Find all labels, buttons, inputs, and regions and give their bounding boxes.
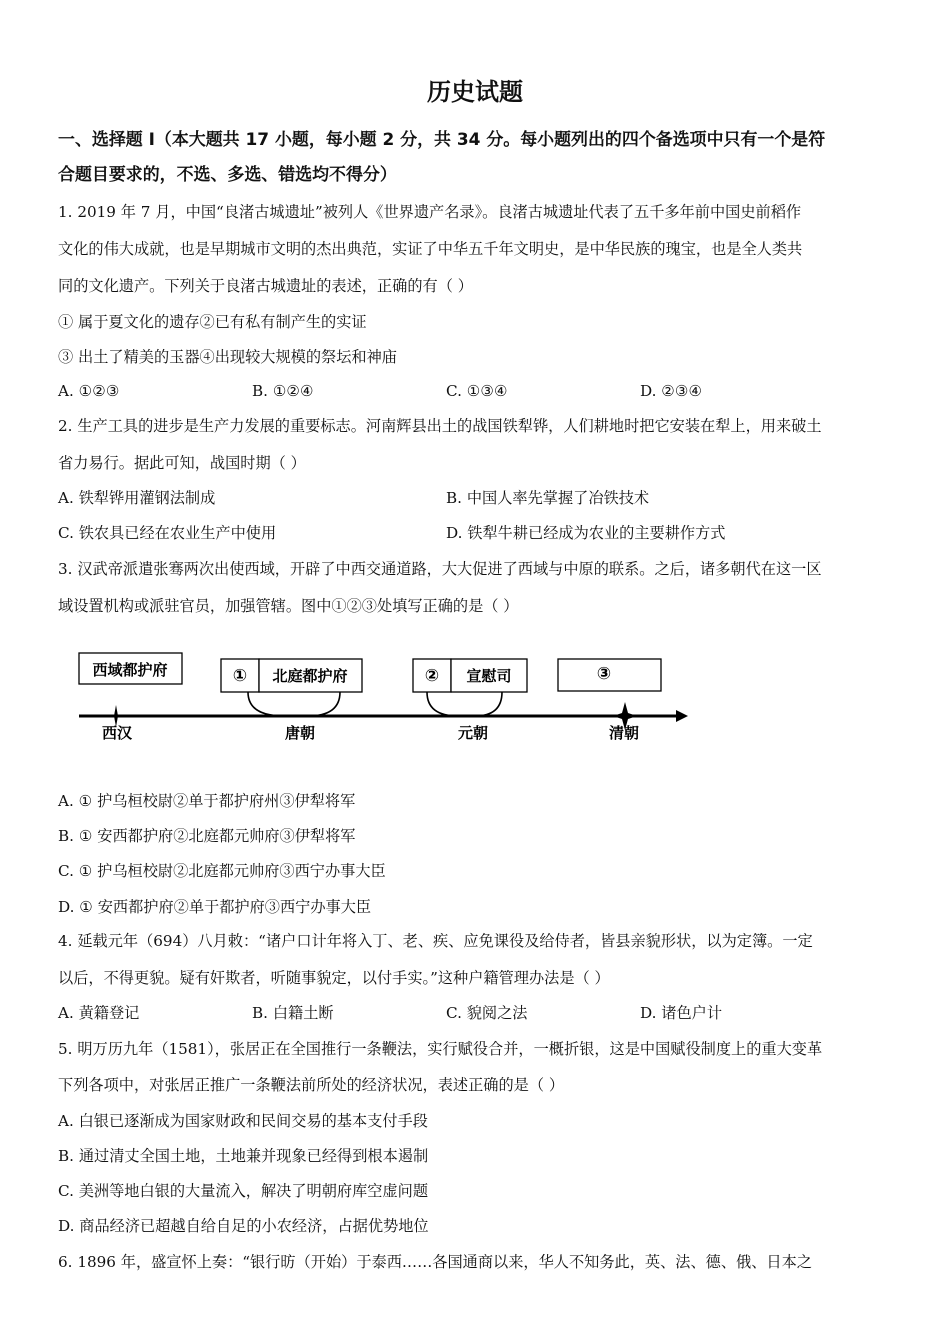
q5-option-c[interactable]: C. 美洲等地白银的大量流入，解决了明朝府库空虚问题 <box>58 1182 429 1200</box>
q3-option-c[interactable]: C. ① 护乌桓校尉②北庭都元帅府③西宁办事大臣 <box>58 862 386 880</box>
connector-yuan <box>427 692 502 716</box>
q1-option-a[interactable]: A. ①②③ <box>58 382 120 400</box>
label-xiyu-duhufu: 西域都护府 <box>92 661 168 679</box>
era-qing: 清朝 <box>608 724 640 742</box>
label-blank-3: ③ <box>596 664 612 684</box>
label-xuanweisi: 宣慰司 <box>466 667 512 685</box>
q3-stem-line2: 域设置机构或派驻官员，加强管辖。图中①②③处填写正确的是（ ） <box>58 597 519 615</box>
q3-stem-line1: 3. 汉武帝派遣张骞两次出使西域，开辟了中西交通道路，大大促进了西域与中原的联系。之后，诸多朝代在这一区 <box>58 560 822 578</box>
q1-option-c[interactable]: C. ①③④ <box>446 382 508 400</box>
q4-option-d[interactable]: D. 诸色户计 <box>640 1004 723 1022</box>
era-tang: 唐朝 <box>284 724 316 742</box>
q2-stem-line2: 省力易行。据此可知，战国时期（ ） <box>58 454 306 472</box>
q1-statement-3-4: ③ 出土了精美的玉器④出现较大规模的祭坛和神庙 <box>58 348 397 366</box>
q4-stem-line1: 4. 延载元年（694）八月敕：“诸户口计年将入丁、老、疾、应免课役及给侍者，皆县亲貌形状，以为定簿。一定 <box>58 932 813 950</box>
q5-option-d[interactable]: D. 商品经济已超越自给自足的小农经济，占据优势地位 <box>58 1217 429 1235</box>
q5-option-a[interactable]: A. 白银已逐渐成为国家财政和民间交易的基本支付手段 <box>58 1112 428 1130</box>
q1-stem-line2: 文化的伟大成就，也是早期城市文明的杰出典范，实证了中华五千年文明史，是中华民族的瑰宝，也是全人类共 <box>58 240 803 258</box>
q3-option-a[interactable]: A. ① 护乌桓校尉②单于都护府州③伊犁将军 <box>58 792 356 810</box>
era-yuan: 元朝 <box>457 724 489 742</box>
q1-statement-1-2: ① 属于夏文化的遗存②已有私有制产生的实证 <box>58 313 367 331</box>
page-title: 历史试题 <box>427 78 523 106</box>
section-heading-line2: 合题目要求的，不选、多选、错选均不得分） <box>58 165 397 185</box>
q4-stem-line2: 以后，不得更貌。疑有奸欺者，听随事貌定，以付手实。”这种户籍管理办法是（ ） <box>58 969 610 987</box>
q5-stem-line2: 下列各项中，对张居正推广一条鞭法前所处的经济状况，表述正确的是（ ） <box>58 1076 565 1094</box>
q5-stem-line1: 5. 明万历九年（1581），张居正在全国推行一条鞭法，实行赋役合并，一概折银，这是中国赋役制度上的重大变革 <box>58 1040 823 1058</box>
section-heading-line1: 一、选择题 I（本大题共 17 小题，每小题 2 分，共 34 分。每小题列出的四个备选项中只有一个是符 <box>58 130 826 150</box>
q3-option-d[interactable]: D. ① 安西都护府②单于都护府③西宁办事大臣 <box>58 898 372 916</box>
connector-tang <box>248 692 340 716</box>
q3-timeline-diagram <box>0 645 950 755</box>
q2-stem-line1: 2. 生产工具的进步是生产力发展的重要标志。河南辉县出土的战国铁犁铧，人们耕地时把它安装在犁上，用来破土 <box>58 417 822 435</box>
q1-option-b[interactable]: B. ①②④ <box>252 382 314 400</box>
label-blank-2: ② <box>424 666 440 686</box>
q1-stem-line3: 同的文化遗产。下列关于良渚古城遗址的表述，正确的有（ ） <box>58 277 473 295</box>
q4-option-c[interactable]: C. 貌阅之法 <box>446 1004 528 1022</box>
era-xihan: 西汉 <box>101 724 133 742</box>
label-beiting-duhufu: 北庭都护府 <box>272 667 348 685</box>
q2-option-c[interactable]: C. 铁农具已经在农业生产中使用 <box>58 524 277 542</box>
q5-option-b[interactable]: B. 通过清丈全国土地，土地兼并现象已经得到根本遏制 <box>58 1147 429 1165</box>
q4-option-b[interactable]: B. 白籍土断 <box>252 1004 334 1022</box>
q1-stem-line1: 1. 2019 年 7 月，中国“良渚古城遗址”被列人《世界遗产名录》。良渚古城遗址代表了五千多年前中国史前稻作 <box>58 203 802 221</box>
q3-option-b[interactable]: B. ① 安西都护府②北庭都元帅府③伊犁将军 <box>58 827 356 845</box>
q6-stem-line1: 6. 1896 年，盛宣怀上奏：“银行昉（开始）于泰西……各国通商以来，华人不知务此，英、法、德、俄、日本之 <box>58 1253 812 1271</box>
q1-option-d[interactable]: D. ②③④ <box>640 382 703 400</box>
timeline-arrow <box>676 710 688 722</box>
q2-option-b[interactable]: B. 中国人率先掌握了冶铁技术 <box>446 489 650 507</box>
q4-option-a[interactable]: A. 黄籍登记 <box>58 1004 140 1022</box>
q2-option-a[interactable]: A. 铁犁铧用灌钢法制成 <box>58 489 216 507</box>
label-blank-1: ① <box>232 666 248 686</box>
q2-option-d[interactable]: D. 铁犁牛耕已经成为农业的主要耕作方式 <box>446 524 726 542</box>
